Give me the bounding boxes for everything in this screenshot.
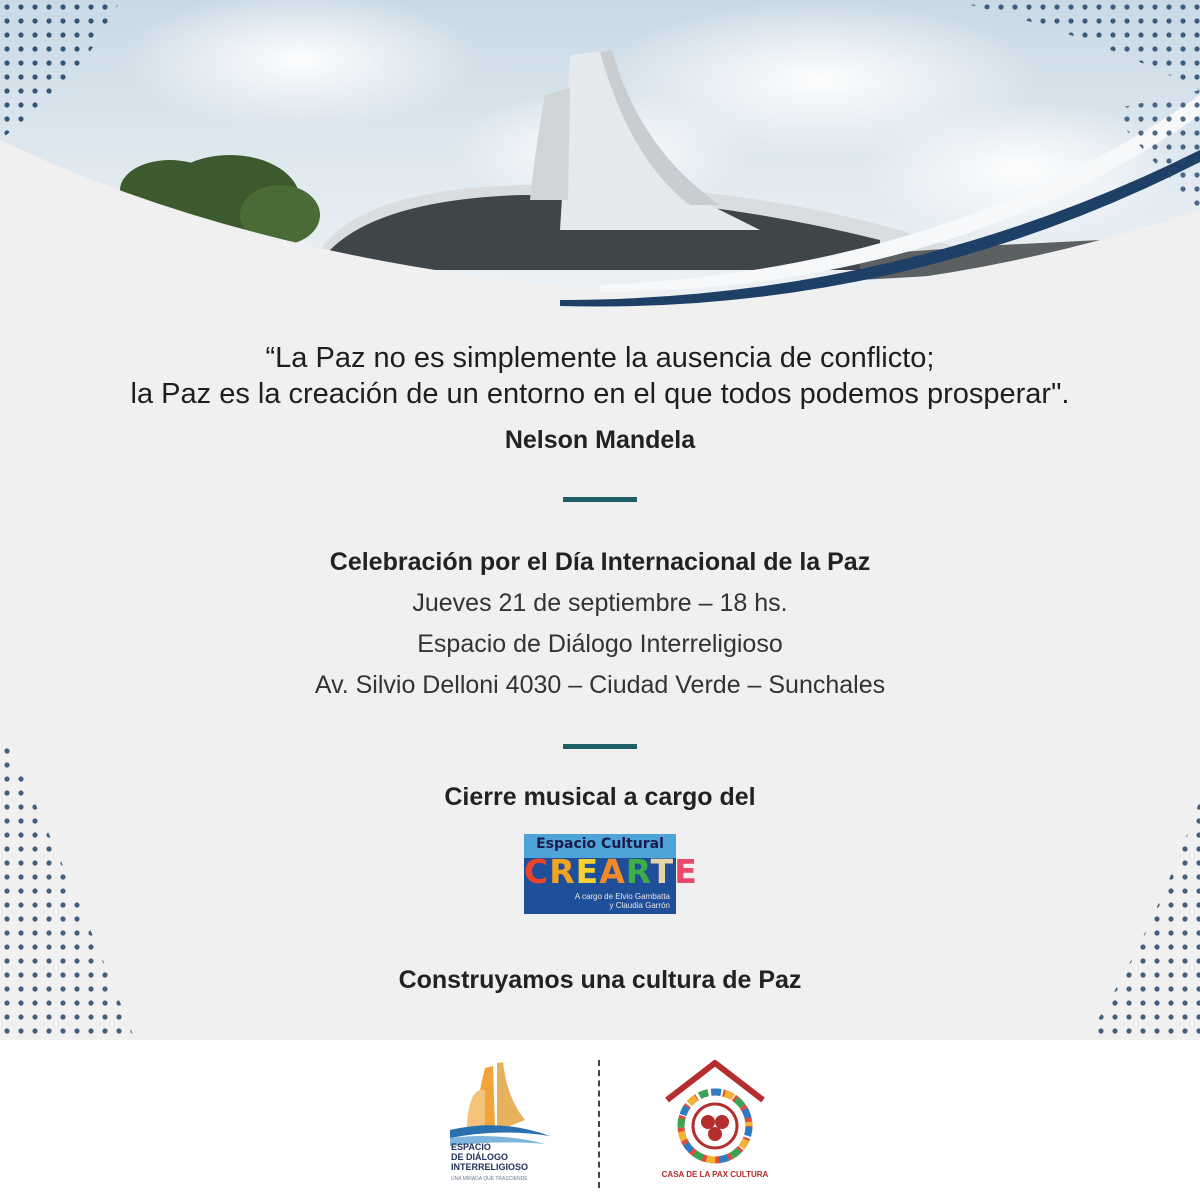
event-address: Av. Silvio Delloni 4030 – Ciudad Verde – Sunchales — [314, 671, 886, 699]
event-place: Espacio de Diálogo Interreligioso — [417, 630, 783, 658]
espacio-logo-tagline: UNA MIRADA QUE TRASCIENDE — [451, 1176, 528, 1182]
closing-slogan: Construyamos una cultura de Paz — [398, 966, 802, 994]
crearte-logo-credits: A cargo de Elvio Gambatta y Claudia Garrón — [574, 892, 670, 910]
hero-photo — [0, 0, 1200, 320]
espacio-logo-text-1: ESPACIO — [451, 1142, 491, 1152]
crearte-logo — [524, 834, 698, 914]
quote-line-1: “La Paz no es simplemente la ausencia de conflicto; — [265, 342, 935, 374]
espacio-logo-text-2: DE DIÁLOGO — [451, 1152, 509, 1162]
casa-pax-house-icon — [645, 1058, 785, 1168]
quote-line-2: la Paz es la creación de un entorno en el que todos podemos prosperar". — [130, 378, 1070, 410]
event-title: Celebración por el Día Internacional de la Paz — [329, 548, 871, 576]
crearte-logo-top: Espacio Cultural — [536, 836, 664, 852]
footer-separator — [598, 1060, 600, 1188]
espacio-dialogo-icon — [445, 1058, 555, 1148]
quote-author: Nelson Mandela — [504, 426, 696, 454]
music-intro: Cierre musical a cargo del — [444, 783, 756, 811]
espacio-logo-text-3: INTERRELIGIOSO — [451, 1162, 529, 1172]
crearte-logo-name: CREARTE — [524, 852, 698, 891]
footer — [0, 1040, 1200, 1200]
espacio-dialogo-logo — [445, 1058, 555, 1198]
casa-pax-text: CASA DE LA PAX CULTURA — [661, 1170, 769, 1179]
event-date: Jueves 21 de septiembre – 18 hs. — [412, 589, 788, 617]
main-content — [0, 340, 1200, 995]
casa-pax-cultura-logo — [645, 1058, 785, 1198]
